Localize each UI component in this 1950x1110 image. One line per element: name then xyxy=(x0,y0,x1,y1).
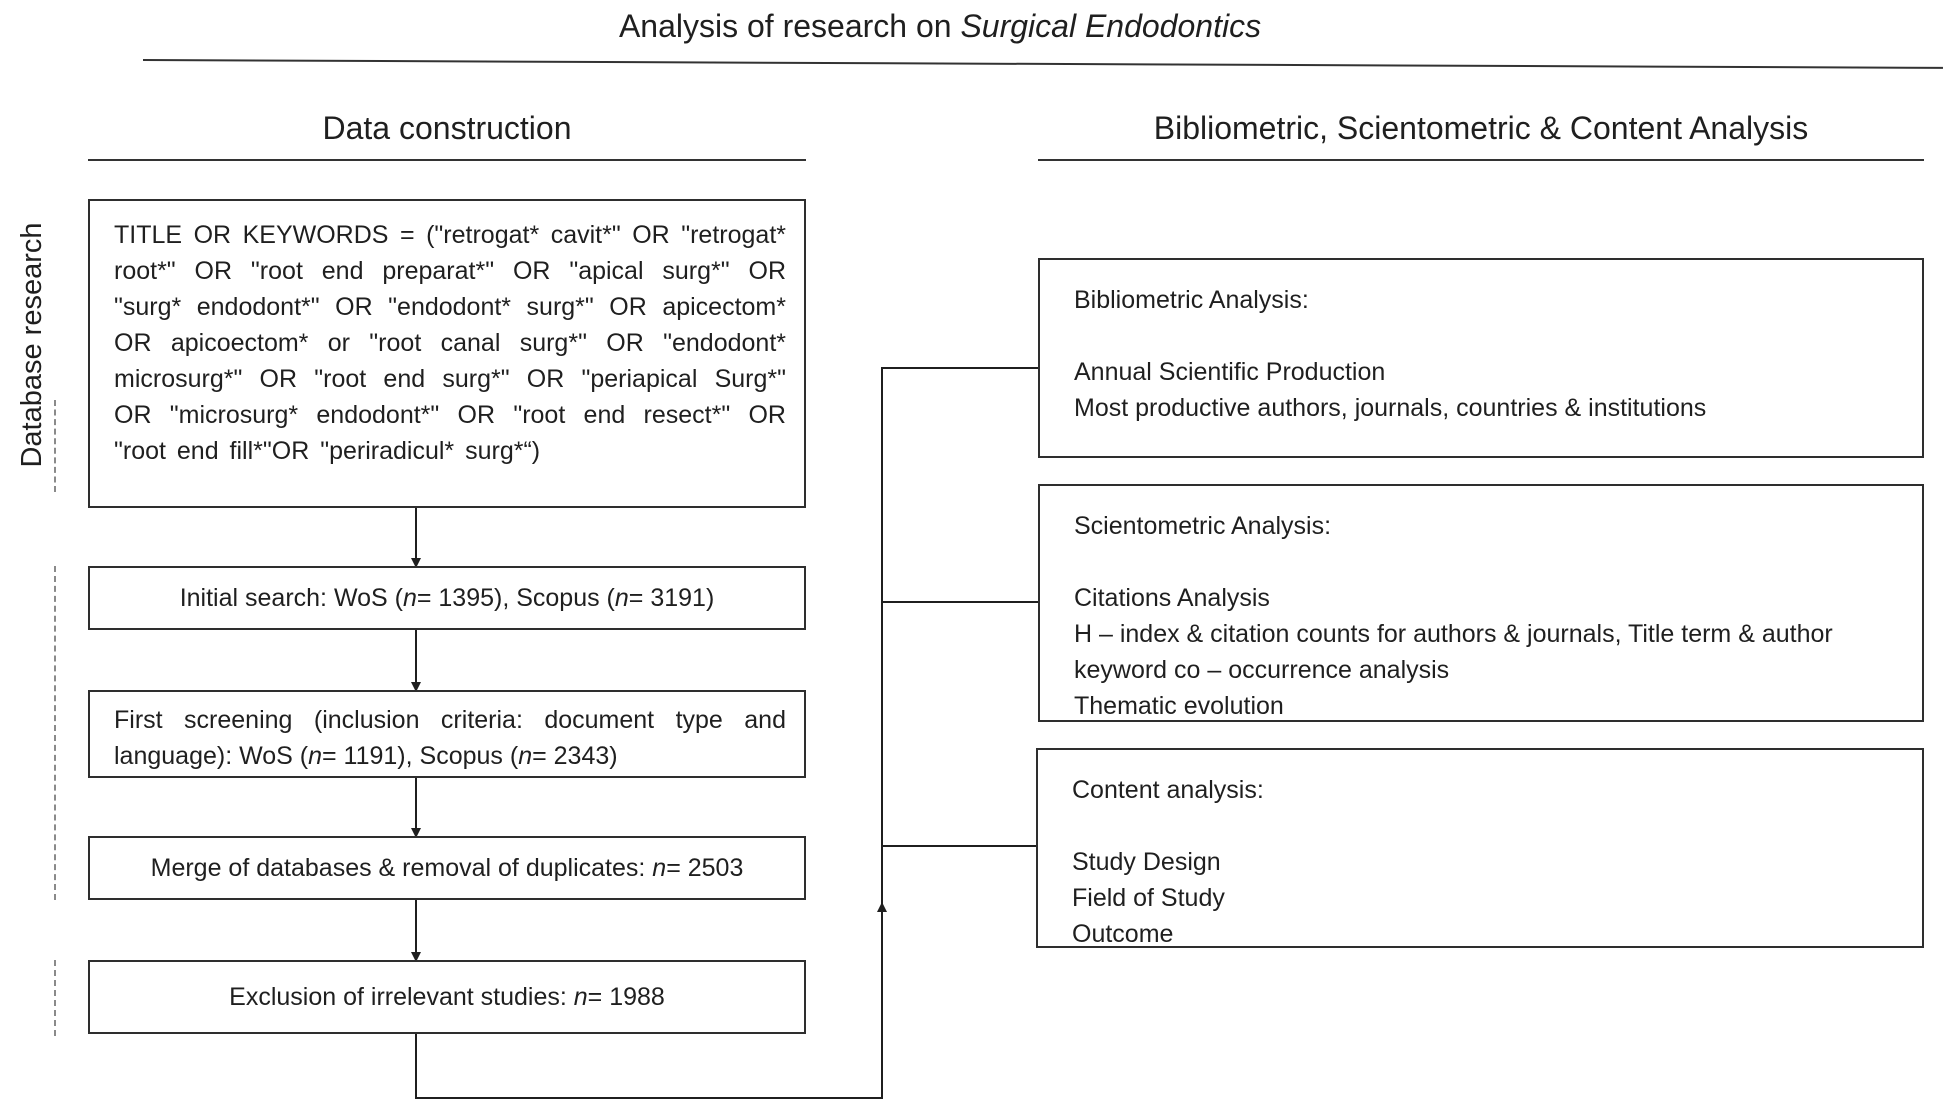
content-title: Content analysis: xyxy=(1072,776,1264,804)
initial-search-text xyxy=(180,580,715,616)
exclusion-part-a: Exclusion of irrelevant studies: xyxy=(229,983,574,1011)
side-divider-3 xyxy=(54,960,56,1036)
left-section-rule xyxy=(88,159,806,161)
merge-part-a: Merge of databases & removal of duplicates: xyxy=(150,854,653,882)
left-section-heading: Data construction xyxy=(322,110,572,146)
search-query-text: TITLE OR KEYWORDS = ("retrogat* cavit*" OR "retrogat* root*" OR "root end preparat*" OR "apical surg*" OR "surg* endodont*" OR "endodont* surg*" OR apicectom* OR apicoectom* or "root canal surg*" OR "endodont* microsurg*" OR "root end surg*" OR "periapical Surg*" OR "microsurg* endodont*" OR "root end resect*" OR "root end fill*"OR "periradicul* surg*“) xyxy=(114,221,786,465)
bibliometric-analysis-box xyxy=(1038,258,1924,458)
scientometric-title: Scientometric Analysis: xyxy=(1074,512,1332,540)
bibliometric-item-annual: Annual Scientific Production xyxy=(1074,358,1386,386)
content-item-outcome: Outcome xyxy=(1072,920,1174,948)
initial-search-part-b: = 1395), Scopus ( xyxy=(416,584,615,612)
content-item-field-of-study: Field of Study xyxy=(1072,884,1225,912)
first-screening-part-c: = 2343) xyxy=(532,742,618,770)
diagram-title xyxy=(560,2,1320,50)
exclusion-n: n xyxy=(573,983,588,1011)
content-item-study-design: Study Design xyxy=(1072,848,1221,876)
first-screening-box xyxy=(88,690,806,778)
scientometric-item-thematic: Thematic evolution xyxy=(1074,692,1284,720)
database-research-label: Database research xyxy=(16,222,48,468)
first-screening-n-wos: n xyxy=(308,742,322,770)
content-analysis-box xyxy=(1036,748,1924,948)
merge-part-b: = 2503 xyxy=(666,854,744,882)
scientometric-item-h-index: H – index & citation counts for authors & journals, Title term & author keyword co – occurrence analysis xyxy=(1074,620,1833,684)
right-section-heading: Bibliometric, Scientometric & Content Analysis xyxy=(1153,110,1809,146)
merge-text xyxy=(151,850,744,886)
initial-search-part-c: = 3191) xyxy=(628,584,715,612)
initial-search-n-wos: n xyxy=(402,584,417,612)
scientometric-item-citations: Citations Analysis xyxy=(1074,584,1270,612)
title-emphasis: Surgical Endodontics xyxy=(960,8,1262,44)
initial-search-box xyxy=(88,566,806,630)
side-divider-1 xyxy=(54,400,56,492)
search-query-box xyxy=(88,199,806,508)
first-screening-part-a: First screening (inclusion criteria: document type and language): WoS ( xyxy=(114,706,786,770)
first-screening-n-scopus: n xyxy=(518,742,533,770)
side-divider-2 xyxy=(54,566,56,900)
bibliometric-item-productive: Most productive authors, journals, countries & institutions xyxy=(1074,394,1707,422)
right-section-rule xyxy=(1038,159,1924,161)
initial-search-n-scopus: n xyxy=(614,584,629,612)
title-prefix: Analysis of research on xyxy=(618,8,961,44)
scientometric-analysis-box xyxy=(1038,484,1924,722)
exclusion-box xyxy=(88,960,806,1034)
exclusion-text xyxy=(229,979,665,1015)
merge-n: n xyxy=(652,854,667,882)
bibliometric-title: Bibliometric Analysis: xyxy=(1074,286,1309,314)
first-screening-part-b: = 1191), Scopus ( xyxy=(322,742,519,770)
first-screening-text xyxy=(114,706,786,770)
initial-search-part-a: Initial search: WoS ( xyxy=(179,584,403,612)
exclusion-part-b: = 1988 xyxy=(587,983,665,1011)
merge-box xyxy=(88,836,806,900)
